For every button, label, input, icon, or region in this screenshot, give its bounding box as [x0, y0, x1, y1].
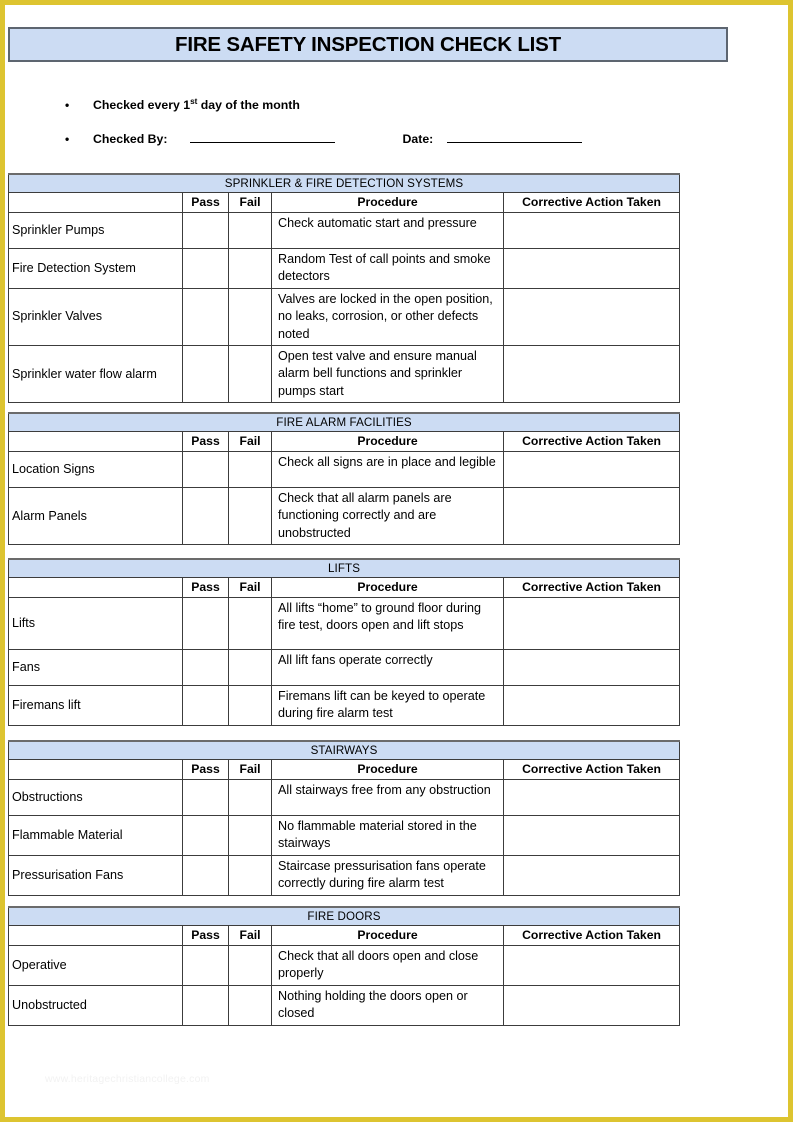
table-row — [9, 452, 680, 488]
row-item-label: Fire Detection System — [9, 249, 183, 289]
row-pass-checkbox-cell[interactable] — [183, 249, 229, 289]
page-title-banner — [8, 27, 728, 62]
checked-by-field[interactable] — [190, 132, 335, 143]
note-signoff — [65, 132, 705, 146]
row-item-label: Sprinkler Valves — [9, 288, 183, 345]
row-fail-checkbox-cell[interactable] — [229, 780, 272, 816]
column-header-fail: Fail — [229, 578, 272, 598]
table-row — [9, 686, 680, 726]
column-header-corrective: Corrective Action Taken — [504, 578, 680, 598]
row-item-label: Lifts — [9, 598, 183, 650]
section-title-row — [9, 413, 680, 432]
column-header-item — [9, 432, 183, 452]
column-header-corrective: Corrective Action Taken — [504, 432, 680, 452]
row-pass-checkbox-cell[interactable] — [183, 598, 229, 650]
row-item-label: Fans — [9, 650, 183, 686]
column-header-pass: Pass — [183, 432, 229, 452]
row-corrective-action-cell[interactable] — [504, 686, 680, 726]
row-pass-checkbox-cell[interactable] — [183, 816, 229, 856]
row-item-label: Sprinkler Pumps — [9, 213, 183, 249]
row-fail-checkbox-cell[interactable] — [229, 345, 272, 402]
section-title-row — [9, 907, 680, 926]
row-procedure-text: All lifts “home” to ground floor during fire test, doors open and lift stops — [272, 598, 504, 650]
note-frequency-text — [93, 97, 300, 112]
column-header-corrective: Corrective Action Taken — [504, 760, 680, 780]
section-table — [8, 740, 680, 896]
column-header-fail: Fail — [229, 193, 272, 213]
row-item-label: Location Signs — [9, 452, 183, 488]
column-header-pass: Pass — [183, 760, 229, 780]
row-corrective-action-cell[interactable] — [504, 650, 680, 686]
row-procedure-text: Firemans lift can be keyed to operate during fire alarm test — [272, 686, 504, 726]
table-row — [9, 488, 680, 545]
row-procedure-text: Staircase pressurisation fans operate correctly during fire alarm test — [272, 855, 504, 895]
section-table — [8, 906, 680, 1026]
row-item-label: Firemans lift — [9, 686, 183, 726]
row-procedure-text: No flammable material stored in the stairways — [272, 816, 504, 856]
column-header-procedure: Procedure — [272, 578, 504, 598]
row-corrective-action-cell[interactable] — [504, 213, 680, 249]
frequency-prefix: Checked every 1 — [93, 98, 191, 113]
row-pass-checkbox-cell[interactable] — [183, 488, 229, 545]
row-procedure-text: Check that all doors open and close properly — [272, 946, 504, 986]
column-header-procedure: Procedure — [272, 193, 504, 213]
section-title: SPRINKLER & FIRE DETECTION SYSTEMS — [9, 174, 680, 193]
row-procedure-text: Check automatic start and pressure — [272, 213, 504, 249]
row-pass-checkbox-cell[interactable] — [183, 452, 229, 488]
section-title: FIRE DOORS — [9, 907, 680, 926]
row-corrective-action-cell[interactable] — [504, 288, 680, 345]
row-item-label: Pressurisation Fans — [9, 855, 183, 895]
table-row — [9, 650, 680, 686]
page-title: FIRE SAFETY INSPECTION CHECK LIST — [175, 32, 561, 56]
row-corrective-action-cell[interactable] — [504, 780, 680, 816]
row-fail-checkbox-cell[interactable] — [229, 816, 272, 856]
table-row — [9, 345, 680, 402]
row-fail-checkbox-cell[interactable] — [229, 985, 272, 1025]
row-corrective-action-cell[interactable] — [504, 816, 680, 856]
column-header-fail: Fail — [229, 760, 272, 780]
row-corrective-action-cell[interactable] — [504, 985, 680, 1025]
row-corrective-action-cell[interactable] — [504, 488, 680, 545]
row-fail-checkbox-cell[interactable] — [229, 488, 272, 545]
column-header-row — [9, 760, 680, 780]
table-row — [9, 598, 680, 650]
row-fail-checkbox-cell[interactable] — [229, 650, 272, 686]
column-header-corrective: Corrective Action Taken — [504, 926, 680, 946]
row-pass-checkbox-cell[interactable] — [183, 855, 229, 895]
column-header-procedure: Procedure — [272, 432, 504, 452]
row-item-label: Operative — [9, 946, 183, 986]
row-procedure-text: Nothing holding the doors open or closed — [272, 985, 504, 1025]
section-title: FIRE ALARM FACILITIES — [9, 413, 680, 432]
row-fail-checkbox-cell[interactable] — [229, 855, 272, 895]
table-row — [9, 780, 680, 816]
row-procedure-text: All lift fans operate correctly — [272, 650, 504, 686]
column-header-item — [9, 578, 183, 598]
row-pass-checkbox-cell[interactable] — [183, 780, 229, 816]
section-table — [8, 558, 680, 726]
row-fail-checkbox-cell[interactable] — [229, 686, 272, 726]
section-title: STAIRWAYS — [9, 741, 680, 760]
row-pass-checkbox-cell[interactable] — [183, 686, 229, 726]
row-corrective-action-cell[interactable] — [504, 946, 680, 986]
table-row — [9, 855, 680, 895]
column-header-row — [9, 926, 680, 946]
date-label: Date: — [402, 132, 434, 147]
row-procedure-text: All stairways free from any obstruction — [272, 780, 504, 816]
column-header-fail: Fail — [229, 926, 272, 946]
column-header-row — [9, 432, 680, 452]
page-content — [5, 5, 788, 1117]
watermark: www.heritagechristiancollege.com — [45, 1073, 210, 1085]
table-row — [9, 985, 680, 1025]
column-header-item — [9, 193, 183, 213]
column-header-item — [9, 926, 183, 946]
signoff-line — [93, 132, 582, 146]
column-header-fail: Fail — [229, 432, 272, 452]
row-fail-checkbox-cell[interactable] — [229, 249, 272, 289]
date-field[interactable] — [447, 132, 582, 143]
column-header-corrective: Corrective Action Taken — [504, 193, 680, 213]
frequency-suffix: day of the month — [197, 98, 300, 113]
bullet-icon: • — [65, 98, 70, 113]
row-corrective-action-cell[interactable] — [504, 598, 680, 650]
row-pass-checkbox-cell[interactable] — [183, 288, 229, 345]
row-pass-checkbox-cell[interactable] — [183, 650, 229, 686]
row-item-label: Unobstructed — [9, 985, 183, 1025]
inspection-notes — [65, 97, 705, 166]
section-title-row — [9, 741, 680, 760]
section-table — [8, 173, 680, 403]
column-header-procedure: Procedure — [272, 760, 504, 780]
row-pass-checkbox-cell[interactable] — [183, 213, 229, 249]
bullet-icon: • — [65, 132, 70, 147]
row-pass-checkbox-cell[interactable] — [183, 985, 229, 1025]
row-fail-checkbox-cell[interactable] — [229, 452, 272, 488]
checked-by-label: Checked By: — [93, 132, 168, 147]
table-row — [9, 249, 680, 289]
table-row — [9, 288, 680, 345]
note-frequency — [65, 97, 705, 112]
row-pass-checkbox-cell[interactable] — [183, 946, 229, 986]
row-pass-checkbox-cell[interactable] — [183, 345, 229, 402]
column-header-pass: Pass — [183, 926, 229, 946]
section-table — [8, 412, 680, 545]
row-procedure-text: Open test valve and ensure manual alarm bell functions and sprinkler pumps start — [272, 345, 504, 402]
row-corrective-action-cell[interactable] — [504, 452, 680, 488]
row-fail-checkbox-cell[interactable] — [229, 598, 272, 650]
section-title-row — [9, 559, 680, 578]
row-procedure-text: Check all signs are in place and legible — [272, 452, 504, 488]
table-row — [9, 946, 680, 986]
row-item-label: Sprinkler water flow alarm — [9, 345, 183, 402]
row-fail-checkbox-cell[interactable] — [229, 213, 272, 249]
row-procedure-text: Random Test of call points and smoke detectors — [272, 249, 504, 289]
frequency-ordinal: st — [190, 97, 198, 106]
column-header-procedure: Procedure — [272, 926, 504, 946]
row-corrective-action-cell[interactable] — [504, 345, 680, 402]
column-header-row — [9, 193, 680, 213]
row-procedure-text: Valves are locked in the open position, no leaks, corrosion, or other defects noted — [272, 288, 504, 345]
row-corrective-action-cell[interactable] — [504, 855, 680, 895]
row-fail-checkbox-cell[interactable] — [229, 288, 272, 345]
column-header-item — [9, 760, 183, 780]
column-header-row — [9, 578, 680, 598]
row-corrective-action-cell[interactable] — [504, 249, 680, 289]
row-item-label: Obstructions — [9, 780, 183, 816]
table-row — [9, 816, 680, 856]
section-title: LIFTS — [9, 559, 680, 578]
column-header-pass: Pass — [183, 193, 229, 213]
column-header-pass: Pass — [183, 578, 229, 598]
table-row — [9, 213, 680, 249]
row-procedure-text: Check that all alarm panels are functioning correctly and are unobstructed — [272, 488, 504, 545]
row-item-label: Flammable Material — [9, 816, 183, 856]
row-item-label: Alarm Panels — [9, 488, 183, 545]
section-title-row — [9, 174, 680, 193]
row-fail-checkbox-cell[interactable] — [229, 946, 272, 986]
